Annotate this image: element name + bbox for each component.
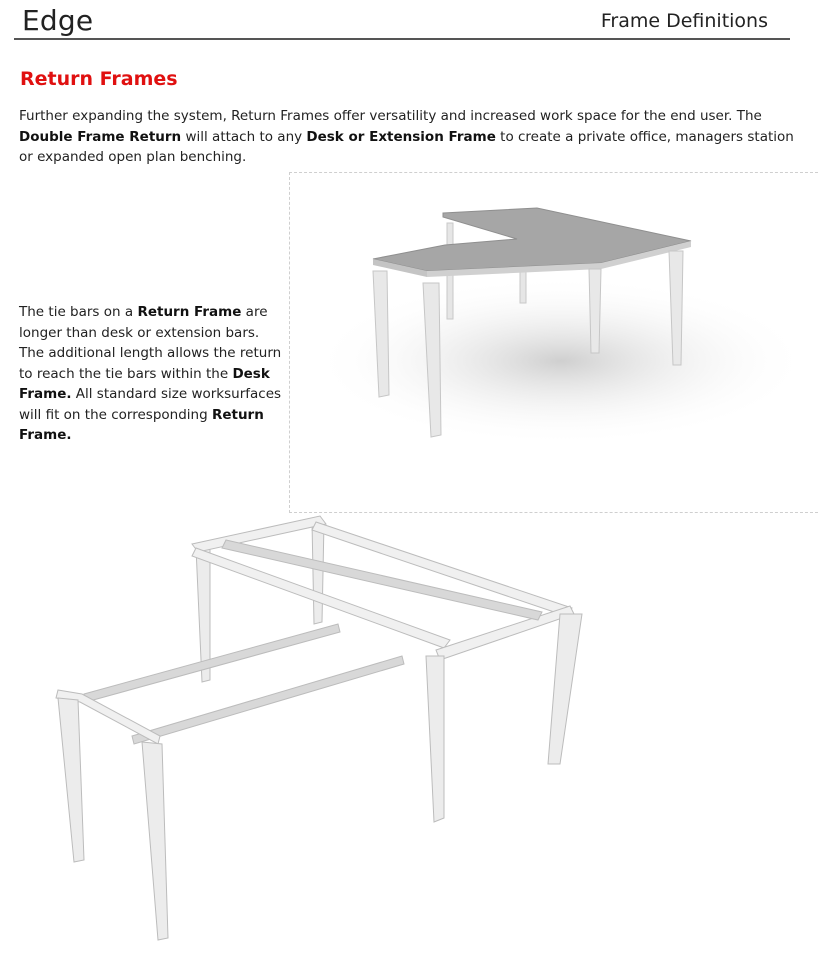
frame-leg xyxy=(312,522,324,624)
worksurface-top xyxy=(373,208,691,271)
side-paragraph xyxy=(19,302,287,446)
l-desk-image xyxy=(289,172,818,513)
frame-rail xyxy=(192,516,326,552)
section-title: Return Frames xyxy=(20,68,178,90)
side-bold-return-frame: Return Frame xyxy=(137,304,242,320)
frame-leg xyxy=(58,698,84,862)
side-text-2: are longer than desk or extension bars. The additional length allows the return to reach the tie bars within the xyxy=(19,304,282,382)
side-text-3: All standard size worksurfaces will fit on the corresponding xyxy=(19,386,282,423)
intro-bold-desk-extension-frame: Desk or Extension Frame xyxy=(306,128,496,145)
frame-leg xyxy=(548,614,582,764)
side-text-1: The tie bars on a xyxy=(19,304,138,320)
intro-paragraph xyxy=(19,106,809,168)
frame-leg xyxy=(426,656,444,822)
frame-rail xyxy=(436,606,574,660)
side-bold-desk-frame: Desk Frame. xyxy=(19,365,270,402)
return-frame-image xyxy=(40,512,600,952)
intro-text-1: Further expanding the system, Return Frames offer versatility and increased work space for the end user. The xyxy=(19,108,762,124)
document-title: Frame Definitions xyxy=(600,10,768,32)
page-header xyxy=(14,0,790,40)
l-desk-illustration xyxy=(290,173,818,512)
intro-bold-double-frame-return: Double Frame Return xyxy=(19,128,182,145)
desk-leg xyxy=(589,269,601,353)
return-frame-illustration xyxy=(40,512,600,952)
side-bold-return-frame-2: Return Frame. xyxy=(19,406,264,443)
frame-leg xyxy=(142,742,168,940)
intro-text-3: to create a private office, managers station or expanded open plan benching. xyxy=(19,128,794,165)
intro-text-2: will attach to any xyxy=(181,128,307,145)
brand-name: Edge xyxy=(22,4,94,37)
